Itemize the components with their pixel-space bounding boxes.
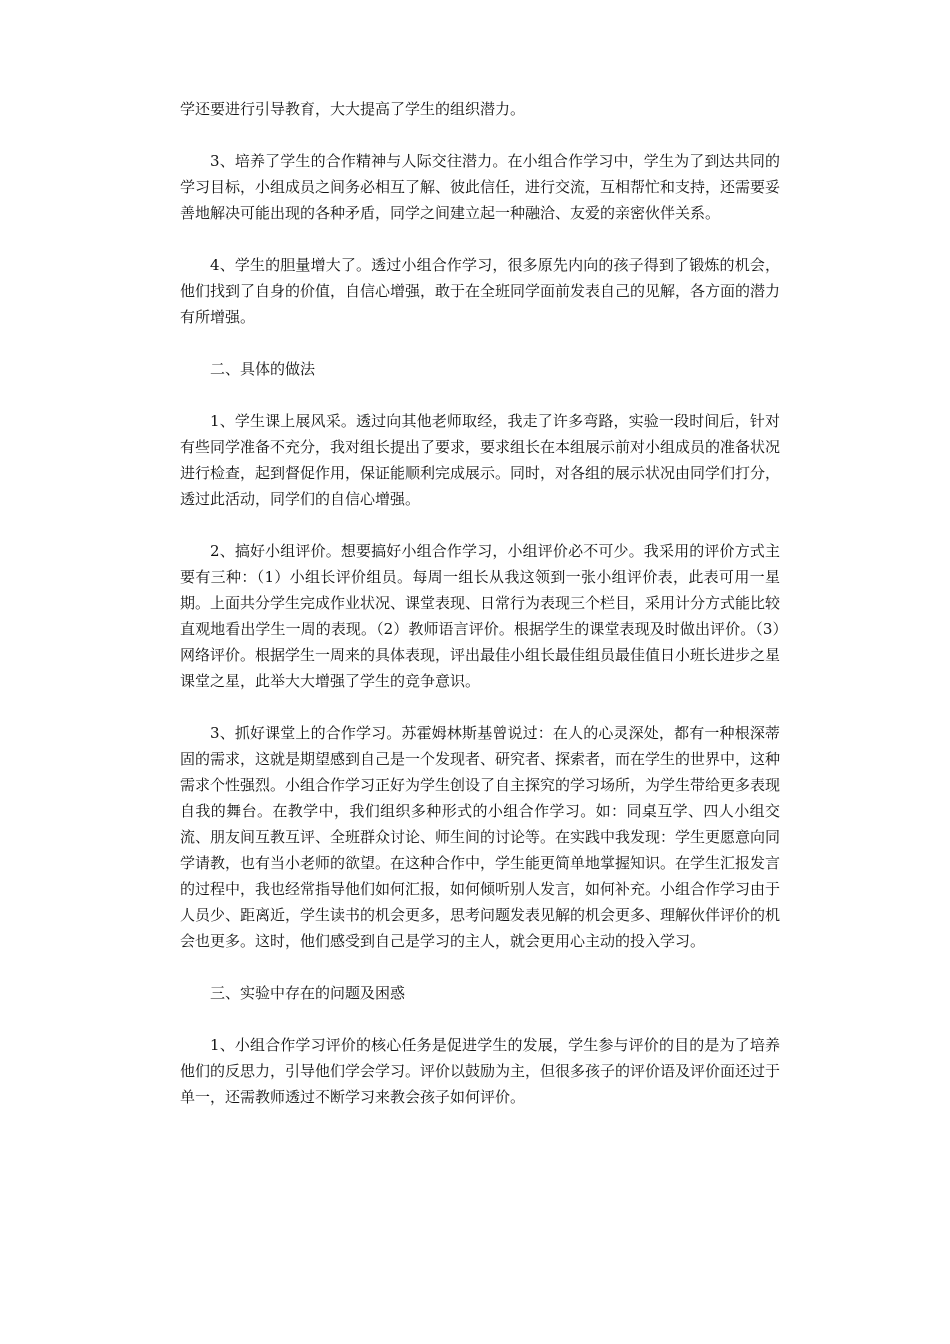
paragraph-courage: 4、学生的胆量增大了。透过小组合作学习，很多原先内向的孩子得到了锻炼的机会，他们找到了自身的价值，自信心增强，敢于在全班同学面前发表自己的见解，各方面的潜力有所增强。 [180,256,781,326]
paragraph-classroom-cooperation: 3、抓好课堂上的合作学习。苏霍姆林斯基曾说过：在人的心灵深处，都有一种根深蒂固的需求，这就是期望感到自己是一个发现者、研究者、探索者，而在学生的世界中，这种需求个性强烈。小组合作学习正好为学生创设了自主探究的学习场所，为学生带给更多表现自我的舞台。在教学中，我们组织多种形式的小组合作学习。如：同桌互学、四人小组交流、朋友间互教互评、全班群众讨论、师生间的讨论等。在实践中我发现：学生更愿意向同学请教，也有当小老师的欲望。在这种合作中，学生能更简单地掌握知识。在学生汇报发言的过程中，我也经常指导他们如何汇报，如何倾听别人发言，如何补充。小组合作学习由于人员少、距离近，学生读书的机会更多，思考问题发表见解的机会更多、理解伙伴评价的机会也更多。这时，他们感受到自己是学习的主人，就会更用心主动的投入学习。 [180,724,781,950]
paragraph-cooperation-spirit: 3、培养了学生的合作精神与人际交往潜力。在小组合作学习中，学生为了到达共同的学习目标，小组成员之间务必相互了解、彼此信任，进行交流，互相帮忙和支持，还需要妥善地解决可能出现的各种矛盾，同学之间建立起一种融洽、友爱的亲密伙伴关系。 [180,152,781,222]
paragraph-group-evaluation: 2、搞好小组评价。想要搞好小组合作学习，小组评价必不可少。我采用的评价方式主要有三种：（1）小组长评价组员。每周一组长从我这领到一张小组评价表，此表可用一星期。上面共分学生完成作业状况、课堂表现、日常行为表现三个栏目，采用计分方式能比较直观地看出学生一周的表现。（2）教师语言评价。根据学生的课堂表现及时做出评价。（3）网络评价。根据学生一周来的具体表现，评出最佳小组长最佳组员最佳值日小班长进步之星课堂之星，此举大大增强了学生的竞争意识。 [180,542,781,690]
section-heading-methods: 二、具体的做法 [210,360,316,378]
document-body [180,96,780,1136]
paragraph-continuation: 学还要进行引导教育，大大提高了学生的组织潜力。 [180,100,526,118]
paragraph-showcase: 1、学生课上展风采。透过向其他老师取经，我走了许多弯路，实验一段时间后，针对有些同学准备不充分，我对组长提出了要求，要求组长在本组展示前对小组成员的准备状况进行检查，起到督促作用，保证能顺利完成展示。同时，对各组的展示状况由同学们打分，透过此活动，同学们的自信心增强。 [180,412,781,508]
section-heading-problems: 三、实验中存在的问题及困惑 [210,984,406,1002]
paragraph-evaluation-problem: 1、小组合作学习评价的核心任务是促进学生的发展，学生参与评价的目的是为了培养他们的反思力，引导他们学会学习。评价以鼓励为主，但很多孩子的评价语及评价面还过于单一，还需教师透过不断学习来教会孩子如何评价。 [180,1036,781,1106]
